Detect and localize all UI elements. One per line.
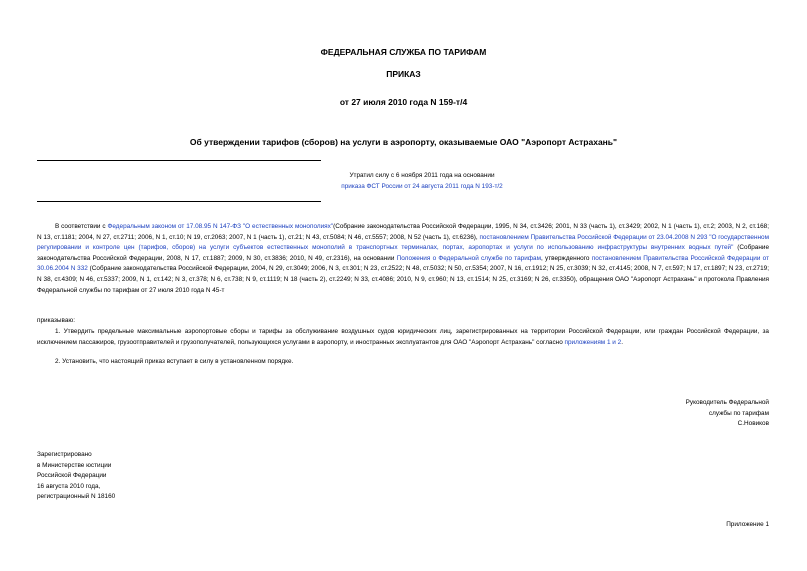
order-item-2: 2. Установить, что настоящий приказ вступает в силу в установленном порядке. bbox=[55, 358, 294, 365]
preamble-text-5: (Собрание законодательства Российской Федерации, 2004, N 29, ст.3049; 2006, N 3, ст.301; N 23, ст.2522; N 48, ст.5032; N 50, ст.5354; 2007, N 16, ст.1912; N 25, ст.3039; N 32, ст.4145; 2008, N 7, ст.597; N 17, ст.1897; N 23, ст.2719; N 38, ст.4309; N 46, ст.5337; 2009, N 1, ст.142; N 3, ст.378; N 6, ст.738; N 9, ст.1119; N 18 (часть 2), ст.2249; N 33, ст.4086; 2010, N 9, ст.960; N 13, ст.1514; N 25, ст.3169; N 26, ст.3350), обращения ОАО "Аэропорт Астрахань" и протокола Правления Федеральной службы по тарифам от 27 июля 2010 года N 45-т bbox=[37, 265, 769, 294]
divider-bottom bbox=[37, 201, 321, 202]
doc-date: от 27 июля 2010 года N 159-т/4 bbox=[339, 97, 468, 107]
item-1-end: . bbox=[621, 338, 623, 346]
registration-line-2: в Министерстве юстиции bbox=[37, 461, 112, 469]
preamble-text-3: (Собрание законодательства Российской Федерации, 2008, N 17, ст.1887; 2009, N 30, ст.3836; 2010, N 49, ст.2316), на основании bbox=[37, 244, 769, 262]
registration-line-1: Зарегистрировано bbox=[37, 451, 92, 458]
divider-top bbox=[37, 160, 321, 161]
status-note bbox=[322, 171, 522, 192]
repeal-order-link[interactable]: приказа ФСТ России от 24 августа 2011 года N 193-т/2 bbox=[341, 182, 503, 190]
registration-line-4: 16 августа 2010 года, bbox=[37, 482, 101, 490]
federal-law-link[interactable]: Федеральным законом от 17.08.95 N 147-ФЗ "О естественных монополиях" bbox=[107, 223, 334, 230]
government-decree-332-link[interactable]: постановлением Правительства Российской Федерации от 30.06.2004 N 332 bbox=[37, 254, 770, 273]
status-note-line: Утратил силу с 6 ноября 2011 года на основании bbox=[349, 172, 495, 179]
preamble bbox=[37, 222, 769, 296]
appendix-label: Приложение 1 bbox=[726, 521, 769, 528]
preamble-text-2: (Собрание законодательства Российской Федерации, 1995, N 34, ст.3426; 2001, N 33 (часть 1), ст.3429; 2002, N 1 (часть 1), ст.2; 2003, N 2, ст.168; N 13, ст.1181; 2004, N 27, ст.2711; 2006, N 1, ст.10; N 19, ст.2063; 2007, N 1 (часть 1), ст.21; N 43, ст.5084; N 46, ст.5557; 2008, N 52 (часть 1), ст.6236), bbox=[37, 223, 770, 241]
agency-title: ФЕДЕРАЛЬНАЯ СЛУЖБА ПО ТАРИФАМ bbox=[320, 47, 487, 57]
registration-line-3: Российской Федерации bbox=[37, 472, 107, 480]
doc-type: ПРИКАЗ bbox=[386, 69, 421, 79]
order-item-1 bbox=[37, 327, 769, 348]
preamble-text-4: , утвержденного bbox=[540, 254, 592, 262]
item-1-text: 1. Утвердить предельные максимальные аэропортовые сборы и тарифы за обслуживание воздушных судов юридических лиц, зарегистрированных на территории Российской Федерации, или граждан Российской Федерации, за исключением пассажиров, грузоотправителей и грузополучателей, пользующихся услугами в аэропорту, и иностранных эксплуатантов для ОАО "Аэропорт Астрахань" согласно bbox=[37, 328, 769, 346]
registration-line-5: регистрационный N 18160 bbox=[37, 493, 116, 501]
signature-line-3: С.Новиков bbox=[737, 420, 769, 428]
preamble-text-1: В соответствии с bbox=[55, 223, 108, 230]
appendices-link[interactable]: приложениям 1 и 2 bbox=[564, 338, 622, 346]
order-word: приказываю: bbox=[37, 317, 75, 324]
fst-regulation-link[interactable]: Положения о Федеральной службе по тарифам bbox=[396, 254, 541, 262]
signature-line-1: Руководитель Федеральной bbox=[685, 399, 769, 406]
doc-subject: Об утверждении тарифов (сборов) на услуги в аэропорту, оказываемые ОАО "Аэропорт Астрахань" bbox=[189, 137, 618, 147]
signature-line-2: службы по тарифам bbox=[708, 409, 769, 417]
government-decree-293-link[interactable]: постановлением Правительства Российской Федерации от 23.04.2008 N 293 "О государственном регулировании и контроле цен (тарифов, сборов) на услуги субъектов естественных монополий в транспортных терминалах, портах, аэропортах и услуги по использованию инфраструктуры внутренних водных путей" bbox=[37, 233, 769, 252]
registration-block bbox=[37, 450, 237, 503]
signature-block bbox=[560, 398, 769, 430]
